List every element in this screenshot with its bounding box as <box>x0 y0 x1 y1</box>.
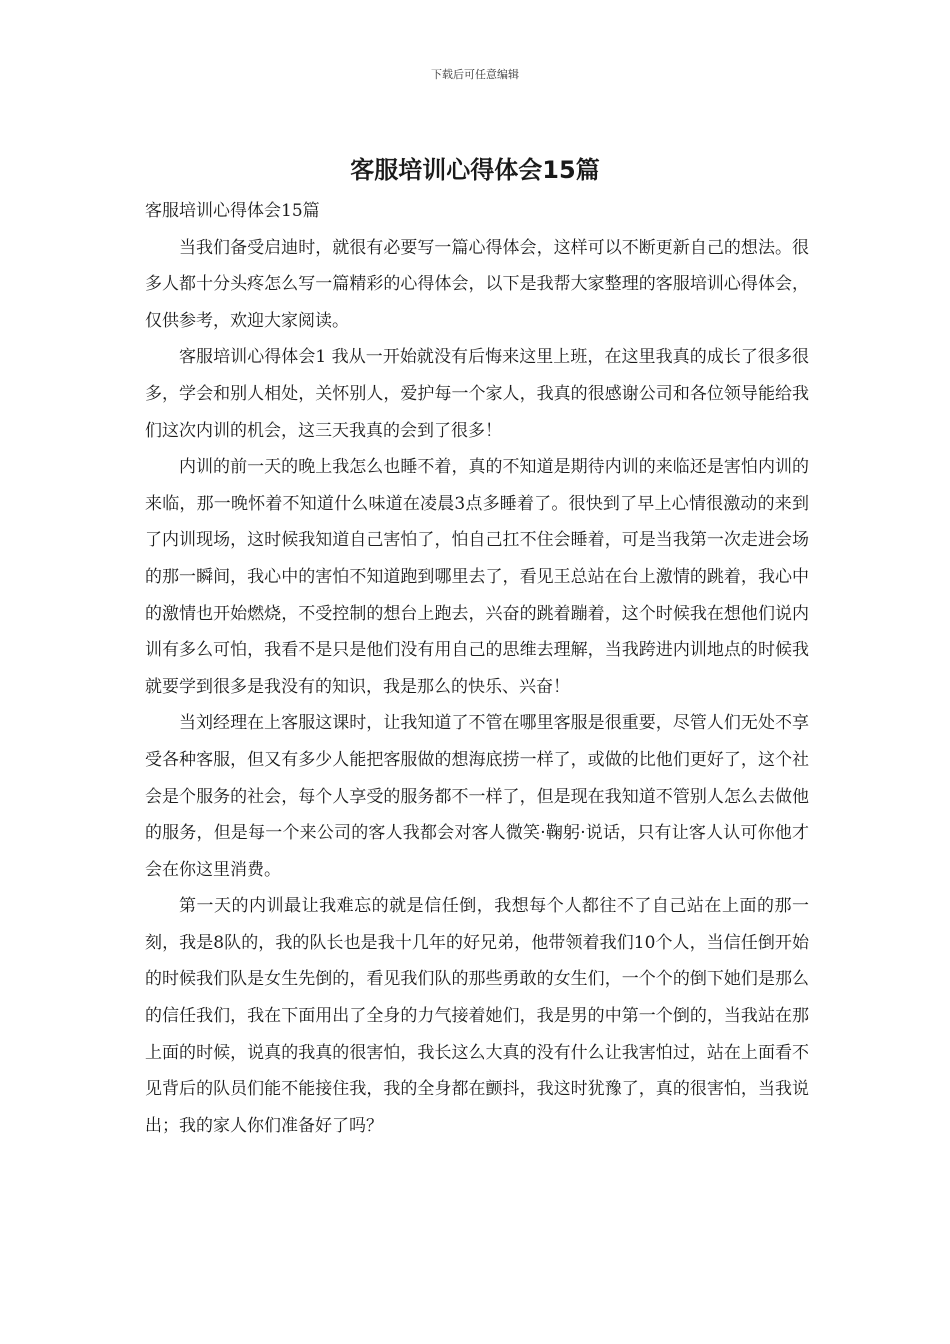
header-note: 下载后可任意编辑 <box>431 68 519 81</box>
intro-paragraph: 当我们备受启迪时，就很有必要写一篇心得体会，这样可以不断更新自己的想法。很多人都十分头疼怎么写一篇精彩的心得体会，以下是我帮大家整理的客服培训心得体会，仅供参考，欢迎大家阅读。 <box>145 237 809 331</box>
body-paragraph: 客服培训心得体会1 我从一开始就没有后悔来这里上班，在这里我真的成长了很多很多，学会和别人相处，关怀别人，爱护每一个家人，我真的很感谢公司和各位领导能给我们这次内训的机会，这三天我真的会到了很多！ <box>145 347 809 441</box>
document-body <box>145 193 809 1144</box>
body-paragraph: 当刘经理在上客服这课时，让我知道了不管在哪里客服是很重要，尽管人们无处不享受各种客服，但又有多少人能把客服做的想海底捞一样了，或做的比他们更好了，这个社会是个服务的社会，每个人享受的服务都不一样了，但是现在我知道不管别人怎么去做他的服务，但是每一个来公司的客人我都会对客人微笑·鞠躬·说话，只有让客人认可你他才会在你这里消费。 <box>145 713 809 880</box>
body-paragraph: 内训的前一天的晚上我怎么也睡不着，真的不知道是期待内训的来临还是害怕内训的来临，那一晚怀着不知道什么味道在凌晨3点多睡着了。很快到了早上心情很激动的来到了内训现场，这时候我知道自己害怕了，怕自己扛不住会睡着，可是当我第一次走进会场的那一瞬间，我心中的害怕不知道跑到哪里去了，看见王总站在台上激情的跳着，我心中的激情也开始燃烧，不受控制的想台上跑去，兴奋的跳着蹦着，这个时候我在想他们说内训有多么可怕，我看不是只是他们没有用自己的思维去理解，当我跨进内训地点的时候我就要学到很多是我没有的知识，我是那么的快乐、兴奋！ <box>145 457 809 697</box>
subtitle-paragraph: 客服培训心得体会15篇 <box>145 201 320 221</box>
document-title: 客服培训心得体会15篇 <box>350 156 600 184</box>
body-paragraph: 第一天的内训最让我难忘的就是信任倒，我想每个人都往不了自己站在上面的那一刻，我是8队的，我的队长也是我十几年的好兄弟，他带领着我们10个人，当信任倒开始的时候我们队是女生先倒的，看见我们队的那些勇敢的女生们，一个个的倒下她们是那么的信任我们，我在下面用出了全身的力气接着她们，我是男的中第一个倒的，当我站在那上面的时候，说真的我真的很害怕，我长这么大真的没有什么让我害怕过，站在上面看不见背后的队员们能不能接住我，我的全身都在颤抖，我这时犹豫了，真的很害怕，当我说出；我的家人你们准备好了吗？ <box>145 896 809 1136</box>
